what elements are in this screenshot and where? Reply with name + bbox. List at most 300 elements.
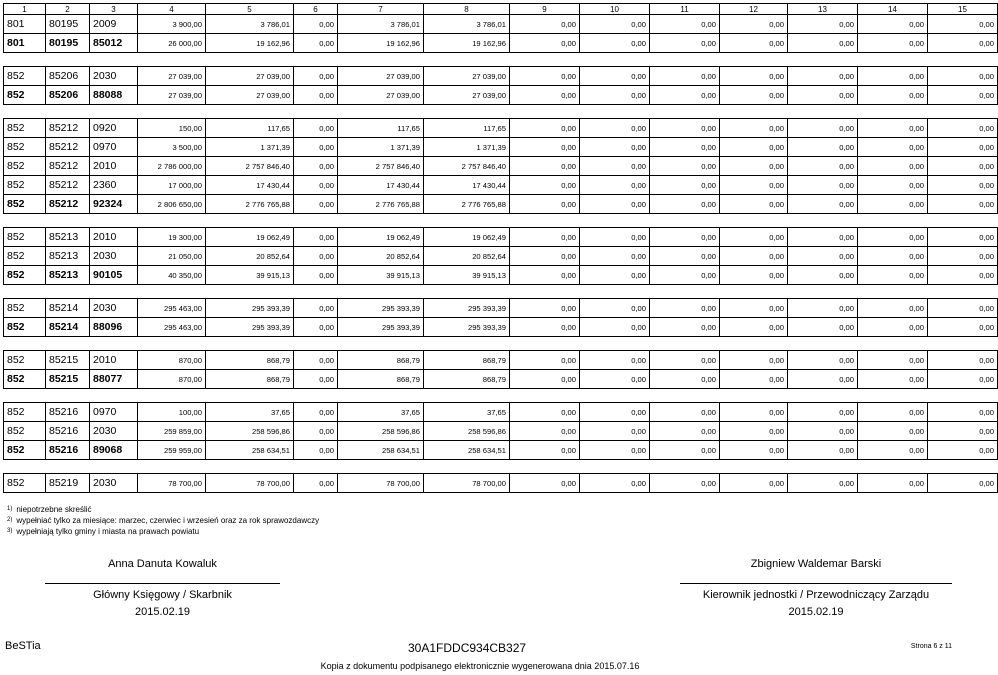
amount-cell: 26 000,00 [138, 34, 206, 53]
amount-cell: 37,65 [206, 403, 294, 422]
amount-cell: 0,00 [788, 157, 858, 176]
amount-cell: 0,00 [788, 138, 858, 157]
amount-cell: 27 039,00 [138, 86, 206, 105]
classification-cell: 92324 [90, 195, 138, 214]
amount-cell: 0,00 [650, 228, 720, 247]
column-number: 6 [294, 4, 338, 15]
amount-cell: 0,00 [858, 138, 928, 157]
group-spacer [4, 53, 998, 67]
classification-cell: 852 [4, 441, 46, 460]
classification-cell: 85012 [90, 34, 138, 53]
amount-cell: 2 776 765,88 [424, 195, 510, 214]
amount-cell: 0,00 [580, 266, 650, 285]
amount-cell: 0,00 [510, 119, 580, 138]
amount-cell: 0,00 [788, 318, 858, 337]
amount-cell: 2 757 846,40 [338, 157, 424, 176]
signer-role-right: Kierownik jednostki / Przewodniczący Zarządu [702, 589, 930, 601]
amount-cell: 0,00 [580, 15, 650, 34]
amount-cell: 0,00 [510, 15, 580, 34]
amount-cell: 0,00 [510, 351, 580, 370]
amount-cell: 0,00 [650, 266, 720, 285]
signature-line-left [45, 583, 280, 584]
amount-cell: 0,00 [788, 176, 858, 195]
document-id: 30A1FDDC934CB327 [408, 641, 527, 655]
amount-cell: 0,00 [580, 247, 650, 266]
column-number-header [4, 4, 998, 15]
amount-cell: 0,00 [858, 441, 928, 460]
amount-cell: 150,00 [138, 119, 206, 138]
classification-cell: 80195 [46, 34, 90, 53]
amount-cell: 21 050,00 [138, 247, 206, 266]
amount-cell: 17 430,44 [338, 176, 424, 195]
amount-cell: 78 700,00 [338, 474, 424, 493]
amount-cell: 0,00 [928, 86, 998, 105]
amount-cell: 0,00 [928, 299, 998, 318]
amount-cell: 0,00 [928, 441, 998, 460]
amount-cell: 0,00 [720, 370, 788, 389]
classification-cell: 88088 [90, 86, 138, 105]
amount-cell: 0,00 [788, 266, 858, 285]
amount-cell: 0,00 [928, 370, 998, 389]
classification-cell: 85213 [46, 266, 90, 285]
amount-cell: 0,00 [788, 299, 858, 318]
amount-cell: 117,65 [338, 119, 424, 138]
amount-cell: 0,00 [650, 67, 720, 86]
amount-cell: 0,00 [788, 474, 858, 493]
amount-cell: 0,00 [720, 67, 788, 86]
amount-cell: 0,00 [650, 157, 720, 176]
amount-cell: 3 786,01 [338, 15, 424, 34]
amount-cell: 258 596,86 [206, 422, 294, 441]
amount-cell: 0,00 [928, 318, 998, 337]
amount-cell: 0,00 [510, 370, 580, 389]
classification-cell: 801 [4, 34, 46, 53]
amount-cell: 0,00 [580, 370, 650, 389]
signature-left [45, 558, 280, 618]
amount-cell: 0,00 [580, 176, 650, 195]
classification-cell: 852 [4, 422, 46, 441]
amount-cell: 0,00 [294, 318, 338, 337]
signature-right [680, 558, 952, 618]
amount-cell: 19 162,96 [206, 34, 294, 53]
classification-cell: 88077 [90, 370, 138, 389]
classification-cell: 85206 [46, 86, 90, 105]
group-spacer [4, 105, 998, 119]
classification-cell: 85219 [46, 474, 90, 493]
amount-cell: 295 393,39 [424, 299, 510, 318]
amount-cell: 0,00 [580, 119, 650, 138]
amount-cell: 295 463,00 [138, 299, 206, 318]
amount-cell: 20 852,64 [206, 247, 294, 266]
amount-cell: 0,00 [720, 86, 788, 105]
table-row [4, 474, 998, 493]
amount-cell: 0,00 [928, 157, 998, 176]
column-number: 2 [46, 4, 90, 15]
amount-cell: 0,00 [510, 195, 580, 214]
amount-cell: 0,00 [788, 195, 858, 214]
classification-cell: 852 [4, 195, 46, 214]
amount-cell: 868,79 [206, 370, 294, 389]
budget-table [3, 3, 998, 493]
classification-cell: 80195 [46, 15, 90, 34]
classification-cell: 85212 [46, 119, 90, 138]
amount-cell: 0,00 [720, 195, 788, 214]
amount-cell: 0,00 [858, 119, 928, 138]
sign-date-left: 2015.02.19 [134, 606, 191, 618]
table-row [4, 86, 998, 105]
amount-cell: 17 430,44 [206, 176, 294, 195]
table-row [4, 67, 998, 86]
amount-cell: 3 786,01 [424, 15, 510, 34]
amount-cell: 0,00 [858, 247, 928, 266]
amount-cell: 868,79 [206, 351, 294, 370]
amount-cell: 0,00 [858, 318, 928, 337]
copy-note: Kopia z dokumentu podpisanego elektronicznie wygenerowana dnia 2015.07.16 [320, 661, 640, 671]
classification-cell: 852 [4, 176, 46, 195]
amount-cell: 0,00 [720, 138, 788, 157]
amount-cell: 0,00 [858, 195, 928, 214]
amount-cell: 0,00 [720, 318, 788, 337]
amount-cell: 0,00 [720, 176, 788, 195]
amount-cell: 0,00 [928, 67, 998, 86]
column-number: 10 [580, 4, 650, 15]
amount-cell: 0,00 [650, 403, 720, 422]
table-row [4, 228, 998, 247]
table-row [4, 441, 998, 460]
amount-cell: 0,00 [720, 422, 788, 441]
amount-cell: 2 786 000,00 [138, 157, 206, 176]
classification-cell: 2030 [90, 474, 138, 493]
classification-cell: 85216 [46, 422, 90, 441]
amount-cell: 259 859,00 [138, 422, 206, 441]
table-row [4, 15, 998, 34]
amount-cell: 78 700,00 [424, 474, 510, 493]
table-row [4, 318, 998, 337]
amount-cell: 0,00 [788, 67, 858, 86]
amount-cell: 0,00 [858, 67, 928, 86]
amount-cell: 0,00 [580, 351, 650, 370]
amount-cell: 0,00 [858, 228, 928, 247]
amount-cell: 0,00 [928, 422, 998, 441]
amount-cell: 0,00 [858, 15, 928, 34]
classification-cell: 852 [4, 318, 46, 337]
amount-cell: 0,00 [650, 86, 720, 105]
table-row [4, 119, 998, 138]
amount-cell: 19 300,00 [138, 228, 206, 247]
group-spacer [4, 460, 998, 474]
amount-cell: 0,00 [858, 34, 928, 53]
amount-cell: 0,00 [928, 176, 998, 195]
amount-cell: 0,00 [720, 266, 788, 285]
amount-cell: 0,00 [788, 86, 858, 105]
table-row [4, 138, 998, 157]
amount-cell: 100,00 [138, 403, 206, 422]
amount-cell: 0,00 [788, 247, 858, 266]
amount-cell: 0,00 [650, 176, 720, 195]
amount-cell: 20 852,64 [424, 247, 510, 266]
column-number: 7 [338, 4, 424, 15]
amount-cell: 0,00 [650, 370, 720, 389]
column-number: 4 [138, 4, 206, 15]
amount-cell: 0,00 [294, 119, 338, 138]
amount-cell: 0,00 [928, 474, 998, 493]
amount-cell: 0,00 [510, 138, 580, 157]
amount-cell: 0,00 [294, 299, 338, 318]
amount-cell: 0,00 [720, 34, 788, 53]
amount-cell: 3 786,01 [206, 15, 294, 34]
classification-cell: 2030 [90, 247, 138, 266]
signer-name-left: Anna Danuta Kowaluk [108, 558, 217, 570]
amount-cell: 0,00 [858, 403, 928, 422]
amount-cell: 0,00 [580, 195, 650, 214]
column-number: 13 [788, 4, 858, 15]
footnote-1: $^{1)}$ niepotrzebne skreślić [7, 505, 92, 514]
amount-cell: 37,65 [424, 403, 510, 422]
signer-role-left: Główny Księgowy / Skarbnik [93, 589, 232, 601]
classification-cell: 85206 [46, 67, 90, 86]
classification-cell: 85216 [46, 441, 90, 460]
amount-cell: 0,00 [650, 351, 720, 370]
amount-cell: 2 806 650,00 [138, 195, 206, 214]
amount-cell: 3 500,00 [138, 138, 206, 157]
classification-cell: 852 [4, 67, 46, 86]
amount-cell: 0,00 [650, 441, 720, 460]
classification-cell: 852 [4, 474, 46, 493]
table-row [4, 157, 998, 176]
amount-cell: 0,00 [510, 403, 580, 422]
amount-cell: 0,00 [510, 176, 580, 195]
amount-cell: 17 430,44 [424, 176, 510, 195]
table-row [4, 176, 998, 195]
amount-cell: 0,00 [510, 67, 580, 86]
amount-cell: 0,00 [788, 403, 858, 422]
amount-cell: 78 700,00 [206, 474, 294, 493]
amount-cell: 0,00 [580, 67, 650, 86]
classification-cell: 2009 [90, 15, 138, 34]
amount-cell: 0,00 [580, 299, 650, 318]
amount-cell: 78 700,00 [138, 474, 206, 493]
amount-cell: 258 596,86 [424, 422, 510, 441]
classification-cell: 85215 [46, 370, 90, 389]
amount-cell: 0,00 [510, 422, 580, 441]
amount-cell: 0,00 [580, 474, 650, 493]
amount-cell: 0,00 [650, 138, 720, 157]
amount-cell: 0,00 [294, 67, 338, 86]
amount-cell: 870,00 [138, 351, 206, 370]
amount-cell: 39 915,13 [424, 266, 510, 285]
amount-cell: 0,00 [510, 157, 580, 176]
amount-cell: 1 371,39 [424, 138, 510, 157]
amount-cell: 0,00 [720, 157, 788, 176]
classification-cell: 852 [4, 138, 46, 157]
amount-cell: 0,00 [928, 15, 998, 34]
amount-cell: 0,00 [510, 228, 580, 247]
amount-cell: 0,00 [788, 15, 858, 34]
amount-cell: 0,00 [650, 34, 720, 53]
amount-cell: 0,00 [650, 318, 720, 337]
classification-cell: 852 [4, 370, 46, 389]
amount-cell: 0,00 [650, 15, 720, 34]
amount-cell: 117,65 [424, 119, 510, 138]
classification-cell: 85213 [46, 247, 90, 266]
amount-cell: 0,00 [720, 119, 788, 138]
amount-cell: 0,00 [928, 119, 998, 138]
page-number: Strona 6 z 11 [910, 643, 952, 650]
classification-cell: 85212 [46, 138, 90, 157]
amount-cell: 27 039,00 [424, 86, 510, 105]
amount-cell: 0,00 [788, 228, 858, 247]
classification-cell: 852 [4, 119, 46, 138]
classification-cell: 852 [4, 299, 46, 318]
amount-cell: 3 900,00 [138, 15, 206, 34]
classification-cell: 801 [4, 15, 46, 34]
column-number: 8 [424, 4, 510, 15]
amount-cell: 0,00 [294, 15, 338, 34]
classification-cell: 2030 [90, 67, 138, 86]
amount-cell: 0,00 [650, 474, 720, 493]
amount-cell: 0,00 [294, 247, 338, 266]
classification-cell: 88096 [90, 318, 138, 337]
signature-line-right [680, 583, 952, 584]
amount-cell: 258 634,51 [424, 441, 510, 460]
amount-cell: 868,79 [424, 370, 510, 389]
amount-cell: 0,00 [788, 441, 858, 460]
footnote-2: $^{2)}$ wypełniać tylko za miesiące: marzec, czerwiec i wrzesień oraz za rok sprawozdawczy [7, 516, 320, 525]
amount-cell: 0,00 [928, 266, 998, 285]
amount-cell: 0,00 [510, 441, 580, 460]
amount-cell: 0,00 [294, 228, 338, 247]
amount-cell: 0,00 [720, 474, 788, 493]
footnote-3: $^{3)}$ wypełniają tylko gminy i miasta na prawach powiatu [7, 527, 200, 536]
table-row [4, 370, 998, 389]
group-spacer [4, 285, 998, 299]
classification-cell: 2010 [90, 157, 138, 176]
amount-cell: 2 757 846,40 [206, 157, 294, 176]
amount-cell: 2 776 765,88 [338, 195, 424, 214]
amount-cell: 0,00 [294, 34, 338, 53]
sign-date-right: 2015.02.19 [788, 606, 844, 618]
classification-cell: 0970 [90, 403, 138, 422]
amount-cell: 295 393,39 [424, 318, 510, 337]
amount-cell: 0,00 [580, 34, 650, 53]
classification-cell: 852 [4, 157, 46, 176]
column-number: 5 [206, 4, 294, 15]
amount-cell: 0,00 [928, 247, 998, 266]
amount-cell: 0,00 [720, 441, 788, 460]
amount-cell: 0,00 [858, 176, 928, 195]
amount-cell: 2 757 846,40 [424, 157, 510, 176]
group-spacer [4, 389, 998, 403]
amount-cell: 0,00 [928, 34, 998, 53]
amount-cell: 0,00 [788, 34, 858, 53]
amount-cell: 19 062,49 [338, 228, 424, 247]
amount-cell: 259 959,00 [138, 441, 206, 460]
amount-cell: 0,00 [788, 370, 858, 389]
classification-cell: 852 [4, 86, 46, 105]
amount-cell: 0,00 [720, 299, 788, 318]
amount-cell: 0,00 [510, 474, 580, 493]
table-row [4, 422, 998, 441]
amount-cell: 0,00 [858, 299, 928, 318]
amount-cell: 0,00 [294, 195, 338, 214]
amount-cell: 0,00 [294, 176, 338, 195]
amount-cell: 0,00 [858, 422, 928, 441]
amount-cell: 0,00 [720, 403, 788, 422]
classification-cell: 85216 [46, 403, 90, 422]
table-row [4, 34, 998, 53]
amount-cell: 19 162,96 [338, 34, 424, 53]
signer-name-right: Zbigniew Waldemar Barski [750, 558, 882, 570]
amount-cell: 0,00 [294, 441, 338, 460]
group-spacer [4, 337, 998, 351]
amount-cell: 0,00 [720, 247, 788, 266]
amount-cell: 0,00 [510, 34, 580, 53]
amount-cell: 295 463,00 [138, 318, 206, 337]
amount-cell: 295 393,39 [338, 299, 424, 318]
amount-cell: 0,00 [510, 86, 580, 105]
column-number: 14 [858, 4, 928, 15]
amount-cell: 1 371,39 [206, 138, 294, 157]
amount-cell: 0,00 [294, 86, 338, 105]
column-number: 1 [4, 4, 46, 15]
amount-cell: 295 393,39 [338, 318, 424, 337]
amount-cell: 0,00 [720, 15, 788, 34]
amount-cell: 868,79 [424, 351, 510, 370]
classification-cell: 85212 [46, 195, 90, 214]
amount-cell: 1 371,39 [338, 138, 424, 157]
amount-cell: 0,00 [928, 228, 998, 247]
classification-cell: 85214 [46, 299, 90, 318]
amount-cell: 0,00 [294, 157, 338, 176]
group-spacer [4, 214, 998, 228]
amount-cell: 19 062,49 [206, 228, 294, 247]
table-row [4, 247, 998, 266]
amount-cell: 0,00 [294, 138, 338, 157]
classification-cell: 2030 [90, 422, 138, 441]
amount-cell: 0,00 [928, 138, 998, 157]
amount-cell: 0,00 [510, 318, 580, 337]
amount-cell: 0,00 [858, 351, 928, 370]
classification-cell: 852 [4, 266, 46, 285]
amount-cell: 27 039,00 [424, 67, 510, 86]
amount-cell: 868,79 [338, 370, 424, 389]
amount-cell: 0,00 [650, 195, 720, 214]
table-row [4, 403, 998, 422]
app-name: BeSTia [5, 640, 41, 652]
amount-cell: 0,00 [580, 403, 650, 422]
amount-cell: 117,65 [206, 119, 294, 138]
amount-cell: 0,00 [858, 157, 928, 176]
amount-cell: 20 852,64 [338, 247, 424, 266]
classification-cell: 85212 [46, 157, 90, 176]
amount-cell: 0,00 [294, 422, 338, 441]
amount-cell: 0,00 [858, 266, 928, 285]
amount-cell: 27 039,00 [138, 67, 206, 86]
classification-cell: 0970 [90, 138, 138, 157]
amount-cell: 0,00 [294, 351, 338, 370]
amount-cell: 868,79 [338, 351, 424, 370]
amount-cell: 0,00 [650, 247, 720, 266]
amount-cell: 2 776 765,88 [206, 195, 294, 214]
amount-cell: 0,00 [788, 351, 858, 370]
classification-cell: 852 [4, 228, 46, 247]
amount-cell: 0,00 [510, 247, 580, 266]
table-row [4, 195, 998, 214]
amount-cell: 258 596,86 [338, 422, 424, 441]
amount-cell: 27 039,00 [206, 86, 294, 105]
amount-cell: 0,00 [858, 86, 928, 105]
amount-cell: 40 350,00 [138, 266, 206, 285]
